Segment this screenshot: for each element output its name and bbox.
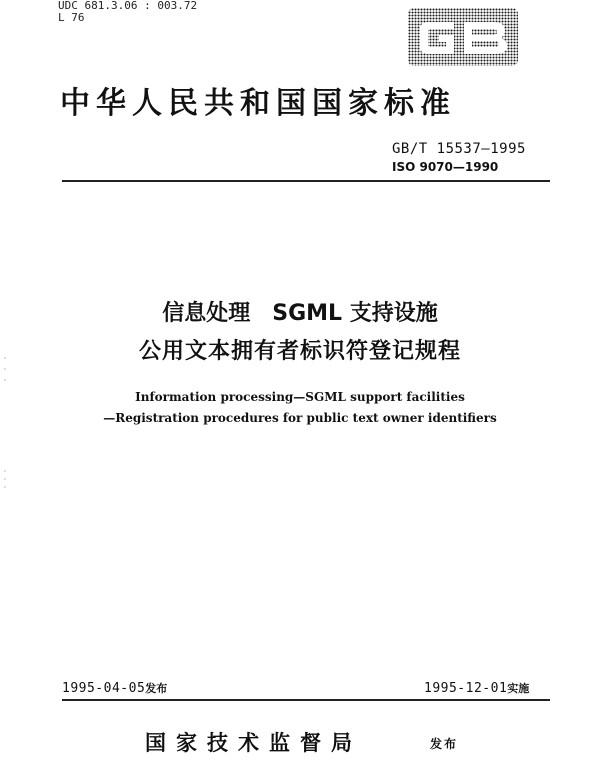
scan-artifact-dots	[4, 468, 6, 490]
udc-code: UDC 681.3.06 : 003.72	[58, 0, 198, 12]
implementation-date	[424, 681, 529, 697]
standard-title: 中华人民共和国国家标准	[60, 86, 456, 121]
issuing-authority: 国家技术监督局	[145, 730, 362, 755]
issue-date-value: 1995-04-05	[62, 681, 146, 696]
iso-code: ISO 9070—1990	[392, 160, 499, 174]
ccs-code: L 76	[58, 11, 85, 24]
classification-codes	[58, 0, 197, 24]
footer-divider	[62, 699, 550, 701]
document-title-en-line2: —Registration procedures for public text owner identifiers	[103, 411, 497, 425]
issue-date-label: 发布	[145, 682, 168, 695]
gb-logo	[408, 8, 518, 66]
document-title-cn-line1: 信息处理 SGML 支持设施	[162, 301, 438, 326]
scan-artifact-dots	[4, 355, 6, 385]
issue-date	[62, 681, 167, 697]
document-title-cn-line2: 公用文本拥有者标识符登记规程	[138, 339, 461, 364]
standard-code: GB/T 15537—1995	[392, 141, 526, 157]
document-title-en-line1: Information processing—SGML support facilities	[135, 390, 465, 404]
implementation-date-value: 1995-12-01	[424, 681, 508, 696]
header-divider	[62, 180, 550, 182]
implementation-date-label: 实施	[507, 682, 530, 695]
issuing-authority-suffix: 发布	[430, 737, 459, 751]
